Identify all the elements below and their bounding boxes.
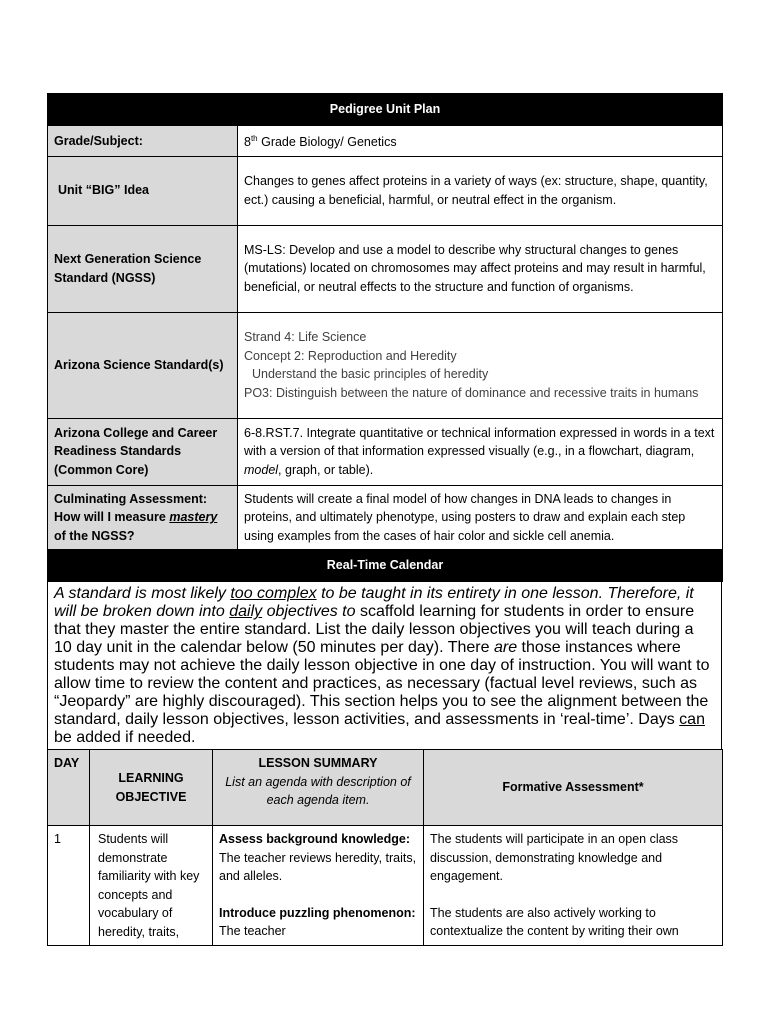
summary-header-title: LESSON SUMMARY [258, 756, 378, 771]
principle-line: Understand the basic principles of heredity [252, 367, 489, 382]
big-idea-value: Changes to genes affect proteins in a variety of ways (ex: structure, shape, quantity, ect.) causing a beneficial, harmful, or neutral effect in the organism. [238, 156, 723, 225]
grade-subject-value: 8th Grade Biology/ Genetics [238, 126, 723, 157]
ngss-value: MS-LS: Develop and use a model to describe why structural changes to genes (mutations) located on chromosomes may affect proteins and may result in harmful, beneficial, or neutral effects to the structure and function of organisms. [238, 225, 723, 312]
day-header: DAY [48, 750, 90, 826]
calendar-intro: A standard is most likely too complex to be taught in its entirety in one lesson. Therefore, it will be broken down into daily objectives to scaffold learning for students in order to ensure that they master the entire standard. List the daily lesson objectives you will teach during a 10 day unit in the calendar below (50 minutes per day). There are those instances where students may not achieve the daily lesson objective in one day of instruction. You will want to allow time to review the content and practices, as necessary (factual level reviews, such as “Jeopardy” are highly discouraged). This section helps you to see the alignment between the standard, daily lesson objectives, lesson activities, and assessments in ‘real-time’. Days can be added if needed. [47, 582, 722, 749]
day-cell: 1 [48, 826, 90, 946]
ccr-label: Arizona College and Career Readiness Standards (Common Core) [48, 418, 238, 485]
po3-line: PO3: Distinguish between the nature of dominance and recessive traits in humans [244, 385, 699, 400]
summary-cell: Assess background knowledge: The teacher reviews heredity, traits, and alleles. Introduce puzzling phenomenon: The teacher [213, 826, 424, 946]
concept-line: Concept 2: Reproduction and Heredity [244, 348, 457, 363]
big-idea-label: Unit “BIG” Idea [48, 156, 238, 225]
unit-plan-document [47, 93, 722, 946]
strand-line: Strand 4: Life Science [244, 330, 367, 345]
ngss-label: Next Generation Science Standard (NGSS) [48, 225, 238, 312]
summary-header [213, 750, 424, 826]
arizona-standard-value [238, 312, 723, 418]
arizona-standard-label: Arizona Science Standard(s) [48, 312, 238, 418]
culminating-assessment-value: Students will create a final model of how changes in DNA leads to changes in proteins, and ultimately phenotype, using posters to draw and explain each step using examples from the cases of hair color and sickle cell anemia. [238, 485, 723, 550]
objective-cell: Students will demonstrate familiarity with key concepts and vocabulary of heredity, traits, [90, 826, 213, 946]
ccr-value: 6-8.RST.7. Integrate quantitative or technical information expressed in words in a text with a version of that information expressed visually (e.g., in a flowchart, diagram, model, graph, or table). [238, 418, 723, 485]
calendar-title: Real-Time Calendar [48, 550, 723, 582]
table-row [48, 826, 723, 946]
objective-header: LEARNING OBJECTIVE [90, 750, 213, 826]
page-title: Pedigree Unit Plan [48, 94, 723, 126]
grade-subject-label: Grade/Subject: [48, 126, 238, 157]
formative-cell: The students will participate in an open class discussion, demonstrating knowledge and engagement. The students are also actively working to contextualize the content by writing their own [424, 826, 723, 946]
unit-plan-table [47, 93, 723, 582]
summary-header-sub: List an agenda with description of each agenda item. [225, 774, 411, 808]
culminating-assessment-label: Culminating Assessment: How will I measure mastery of the NGSS? [48, 485, 238, 550]
formative-header: Formative Assessment* [424, 750, 723, 826]
calendar-table [47, 749, 723, 946]
